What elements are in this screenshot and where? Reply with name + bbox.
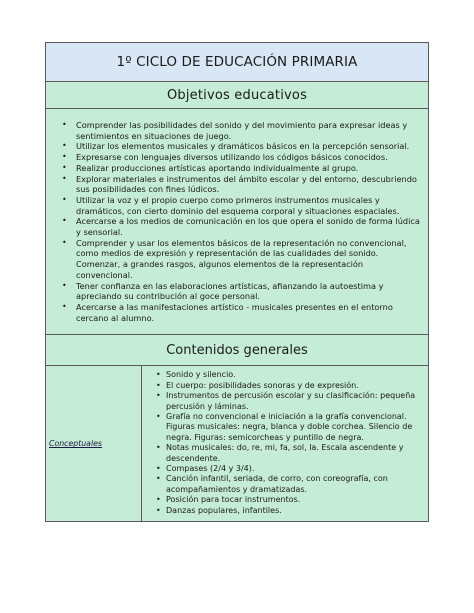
content-item: • Grafía no convencional e iniciación a la grafía convencional. Figuras musicales: negra, blanca y doble corchea. Silencio de negra. Figuras: semicorcheas y puntillo de negra. [156, 412, 424, 443]
contents-section [142, 366, 428, 521]
content-item: • Canción infantil, seriada, de corro, con coreografía, con acompañamientos y dramatizadas. [156, 474, 424, 495]
objective-item: • Utilizar la voz y el propio cuerpo como primeros instrumentos musicales y dramáticos, con cierto dominio del esquema corporal y situaciones espaciales. [62, 195, 422, 216]
contents-list [156, 370, 424, 516]
contents-row [46, 366, 428, 521]
content-item: • Compases (2/4 y 3/4). [156, 464, 424, 474]
content-item: • Posición para tocar instrumentos. [156, 495, 424, 505]
objective-item: • Explorar materiales e instrumentos del ámbito escolar y del entorno, descubriendo sus posibilidades con fines lúdicos. [62, 174, 422, 195]
objective-item: • Tener confianza en las elaboraciones artísticas, afianzando la autoestima y apreciando su contribución al goce personal. [62, 281, 422, 302]
document-title: 1º CICLO DE EDUCACIÓN PRIMARIA [46, 43, 428, 82]
objectives-heading: Objetivos educativos [46, 82, 428, 109]
objective-item: • Comprender las posibilidades del sonido y del movimiento para expresar ideas y sentimientos en situaciones de juego. [62, 120, 422, 141]
objective-item: • Realizar producciones artísticas aportando individualmente al grupo. [62, 163, 422, 174]
content-item: • Instrumentos de percusión escolar y su clasificación: pequeña percusión y láminas. [156, 391, 424, 412]
objective-item: • Comprender y usar los elementos básicos de la representación no convencional, como medios de expresión y representación de las cualidades del sonido. Comenzar, a grandes rasgos, algunos elementos de la representación convencional. [62, 238, 422, 281]
objective-item: • Acercarse a los medios de comunicación en los que opera el sonido de forma lúdica y sensorial. [62, 216, 422, 237]
objective-item: • Acercarse a las manifestaciones artístico - musicales presentes en el entorno cercano al alumno. [62, 302, 422, 323]
objectives-list [62, 120, 422, 323]
content-item: • El cuerpo: posibilidades sonoras y de expresión. [156, 381, 424, 391]
contents-category-label: Conceptuales [46, 366, 142, 521]
content-item: • Sonido y silencio. [156, 370, 424, 380]
document-table [45, 42, 429, 522]
content-item: • Notas musicales: do, re, mi, fa, sol, la. Escala ascendente y descendente. [156, 443, 424, 464]
content-item: • Danzas populares, infantiles. [156, 506, 424, 516]
objective-item: • Utilizar los elementos musicales y dramáticos básicos en la percepción sensorial. [62, 141, 422, 152]
objective-item: • Expresarse con lenguajes diversos utilizando los códigos básicos conocidos. [62, 152, 422, 163]
contents-heading: Contenidos generales [46, 335, 428, 366]
objectives-section [46, 109, 428, 335]
